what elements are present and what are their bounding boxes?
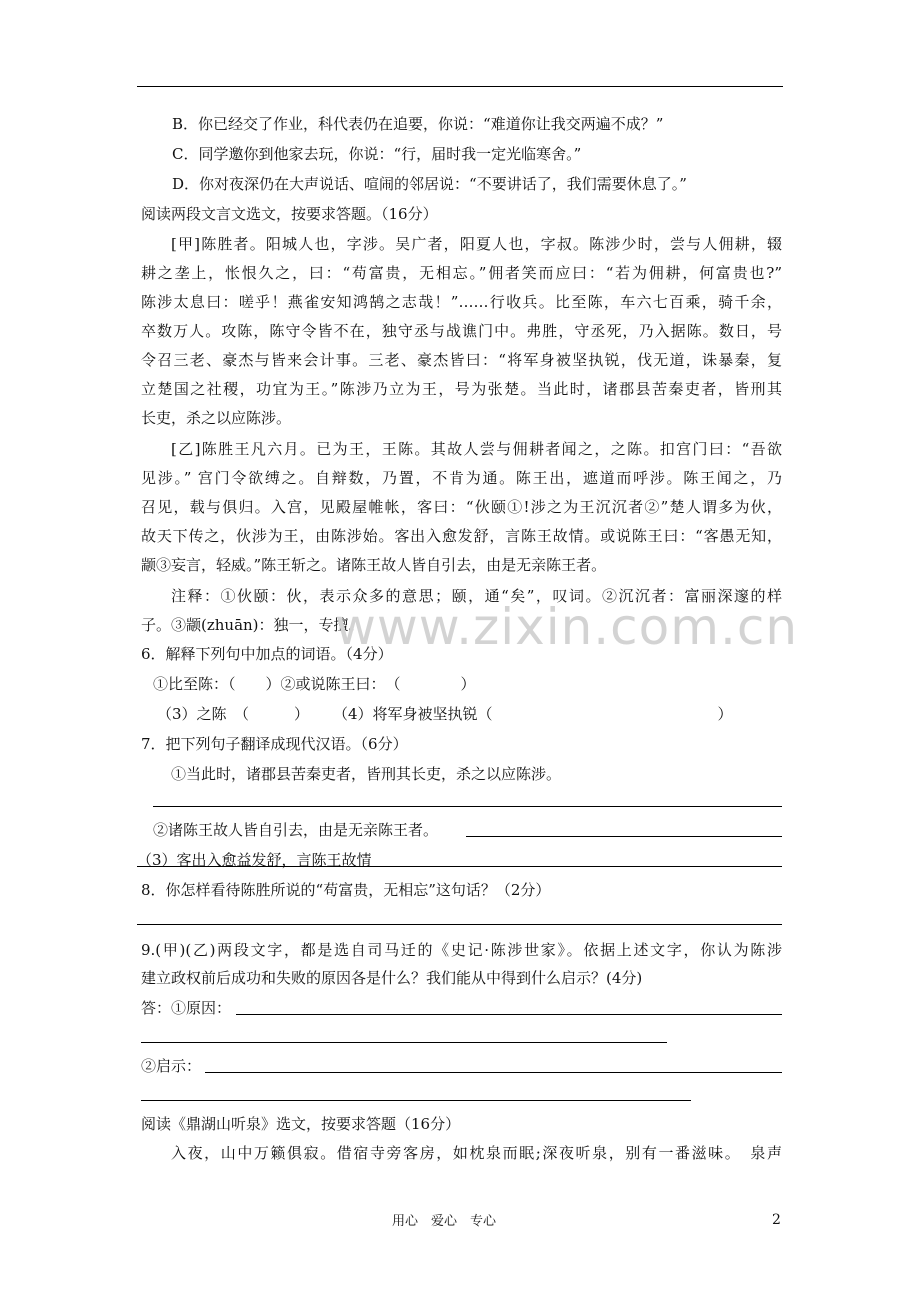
annotation-line: 子。③颛(zhuān)：独一，专擅。 (141, 616, 364, 634)
passage-line: 见涉。” 宫门令欲缚之。自辩数，乃置，不肯为通。陈王出，遮道而呼涉。陈王闻之，乃 (141, 469, 782, 487)
passage-line: [乙]陈胜王凡六月。已为王，王陈。其故人尝与佣耕者闻之，之陈。扣宫门曰：“吾欲 (171, 440, 782, 458)
passage-line: [甲]陈胜者。阳城人也，字涉。吴广者，阳夏人也，字叔。陈涉少时，尝与人佣耕，辍 (171, 235, 782, 253)
answer-line[interactable] (141, 1042, 667, 1043)
answer-line[interactable] (141, 1100, 691, 1101)
passage-line: 令召三老、豪杰与皆来会计事。三老、豪杰皆曰：“将军身被坚执锐，伐无道，诛暴秦，复 (141, 351, 782, 369)
passage-line: 故天下传之，伙涉为王，由陈涉始。客出入愈发舒，言陈王故情。或说陈王曰：“客愚无知， (141, 527, 782, 545)
question-9-answer-insight-label: ②启示： (141, 1057, 202, 1075)
answer-line[interactable] (236, 1014, 782, 1015)
question-7-sentence-3: （3）客出入愈益发舒，言陈王故情 (137, 851, 372, 869)
watermark-text: www.zixin.com.cn (335, 598, 799, 656)
option-d: D．你对夜深仍在大声说话、喧闹的邻居说：“不要讲话了，我们需要休息了。” (172, 175, 687, 193)
question-7-sentence-2: ②诸陈王故人皆自引去，由是无亲陈王者。 (153, 821, 439, 839)
answer-line[interactable] (466, 836, 782, 837)
question-6-item4: （4）将军身被坚执锐（ ） (333, 705, 733, 723)
question-8-title: 8．你怎样看待陈胜所说的“苟富贵，无相忘”这句话？（2分） (141, 881, 551, 899)
header-rule (137, 86, 783, 87)
question-9-line-1: 9.(甲)(乙)两段文字，都是选自司马迁的《史记·陈涉世家》。依据上述文字，你认为陈涉 (141, 941, 782, 959)
question-6-item3: （3）之陈 （ ） (157, 705, 310, 723)
question-9-answer-reason-label: 答：①原因： (141, 999, 232, 1017)
question-9-line-2: 建立政权前后成功和失败的原因各是什么？我们能从中得到什么启示？(4分) (141, 969, 643, 987)
passage-line: 召见，载与俱归。入宫，见殿屋帷帐，客曰：“伙颐①!涉之为王沉沉者②”楚人谓多为伙， (141, 498, 782, 516)
question-7-title: 7．把下列句子翻译成现代汉语。（6分） (141, 735, 408, 753)
page-number: 2 (772, 1212, 781, 1228)
annotation-line: 注释：①伙颐：伙，表示众多的意思；颐，通“矣”，叹词。②沉沉者：富丽深邃的样 (171, 587, 782, 605)
option-c: C．同学邀你到他家去玩，你说：“行，届时我一定光临寒舍。” (172, 145, 582, 163)
passage-line: 耕之垄上，怅恨久之，曰：“苟富贵，无相忘。”佣者笑而应曰：“若为佣耕，何富贵也?” (141, 264, 782, 282)
passage-line: 卒数万人。攻陈，陈守令皆不在，独守丞与战谯门中。弗胜，守丞死，乃入据陈。数日，号 (141, 322, 782, 340)
reading-passage-line: 入夜，山中万籁俱寂。借宿寺旁客房，如枕泉而眠;深夜听泉，别有一番滋味。 泉声 (171, 1144, 782, 1162)
answer-line[interactable] (205, 1072, 782, 1073)
answer-line[interactable] (137, 924, 782, 925)
answer-line[interactable] (153, 806, 782, 807)
sentence-underline (137, 866, 392, 867)
question-6-title: 6．解释下列句中加点的词语。（4分） (141, 645, 393, 663)
passage-line: 陈涉太息曰：嗟乎！燕雀安知鸿鹄之志哉！”……行收兵。比至陈，车六七百乘，骑千余， (141, 293, 782, 311)
section-intro-reading: 阅读《鼎湖山听泉》选文，按要求答题（16分） (141, 1115, 461, 1133)
page-footer: 用心 爱心 专心 (392, 1214, 497, 1229)
passage-line: 立楚国之社稷，功宜为王。”陈涉乃立为王，号为张楚。当此时，诸郡县苦秦吏者，皆刑其 (141, 380, 782, 398)
passage-line: 颛③妄言，轻威。”陈王斩之。诸陈王故人皆自引去，由是无亲陈王者。 (141, 556, 607, 574)
section-intro-classical: 阅读两段文言文选文，按要求答题。（16分） (141, 205, 438, 223)
option-b: B．你已经交了作业，科代表仍在追要，你说：“难道你让我交两遍不成？” (172, 115, 664, 133)
passage-line: 长吏，杀之以应陈涉。 (141, 409, 292, 427)
answer-line[interactable] (392, 866, 782, 867)
question-6-row1: ①比至陈：（ ）②或说陈王曰： （ ） (153, 675, 476, 693)
question-7-sentence-1: ①当此时，诸郡县苦秦吏者，皆刑其长吏，杀之以应陈涉。 (171, 765, 562, 783)
